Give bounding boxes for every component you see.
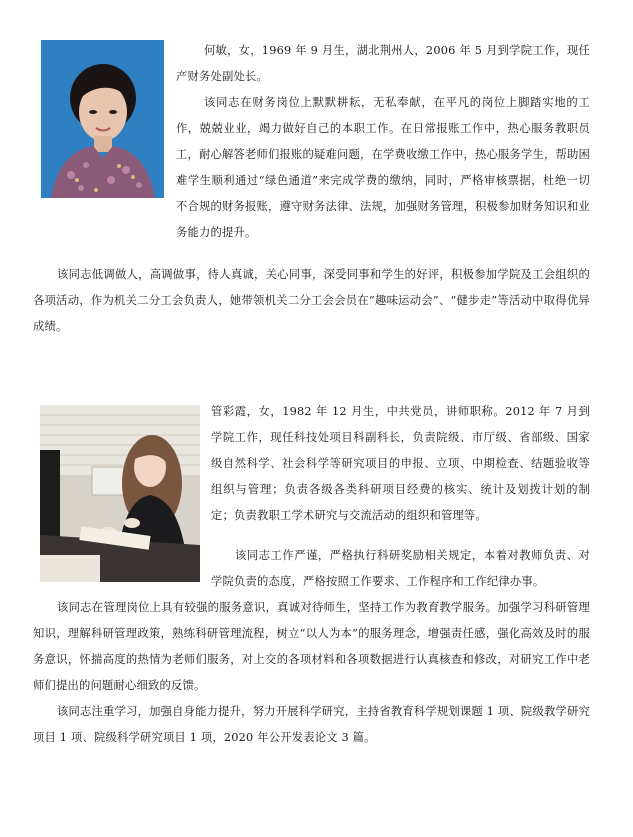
profile-2-photo [40, 405, 200, 582]
profile-2-intro: 管彩霞，女，1982 年 12 月生，中共党员，讲师职称。2012 年 7 月到学院工作，现任科技处项目科副科长，负责院级、市厅级、省部级、国家级自然科学、社会科学等研究项目的申报、立项、中期检查、结题验收等组织与管理；负责各级各类科研项目经费的核实、统计及划拨计划的制定；负责教职工学术研究与交流活动的组织和管理等。 [211, 405, 590, 522]
profile-1-intro: 何敏，女，1969 年 9 月生，湖北荆州人，2006 年 5 月到学院工作，现任产财务处副处长。 [176, 44, 590, 83]
profile-1-work-paragraph: 该同志在财务岗位上默默耕耘，无私奉献，在平凡的岗位上脚踏实地的工作，兢兢业业，竭力做好自己的本职工作。在日常报账工作中，热心服务教职员工，耐心解答老师们报账的疑难问题，在学费收缴工作中，热心服务学生，帮助困难学生顺利通过“绿色通道”来完成学费的缴纳，同时，严格审核票据，杜绝一切不合规的财务报账，遵守财务法律、法规，加强财务管理，积极参加财务知识和业务能力的提升。 [176, 96, 590, 239]
profile-2-work-paragraph: 该同志工作严谨，严格执行科研奖励相关规定，本着对教师负责、对学院负责的态度，严格按照工作要求、工作程序和工作纪律办事。 [211, 549, 590, 588]
profile-1-photo [41, 40, 164, 198]
profile-2-research-paragraph: 该同志注重学习，加强自身能力提升，努力开展科学研究，主持省教育科学规划课题 1 项、院级教学研究项目 1 项、院级科学研究项目 1 项，2020 年公开发表论文 3 篇。 [33, 705, 590, 744]
profile-1-activity-paragraph: 该同志低调做人，高调做事，待人真诚，关心同事，深受同事和学生的好评，积极参加学院及工会组织的各项活动，作为机关二分工会负责人，她带领机关二分工会会员在“趣味运动会”、“健步走”等活动中取得优异成绩。 [33, 268, 590, 333]
profile-2-service-paragraph: 该同志在管理岗位上具有较强的服务意识，真诚对待师生，坚持工作为教育教学服务。加强学习科研管理知识，理解科研管理政策，熟练科研管理流程，树立“以人为本”的服务理念，增强责任感，强化高效及时的服务意识，怀揣高度的热情为老师们服务，对上交的各项材料和各项数据进行认真核查和修改，对研究工作中老师们提出的问题耐心细致的反馈。 [33, 601, 590, 692]
